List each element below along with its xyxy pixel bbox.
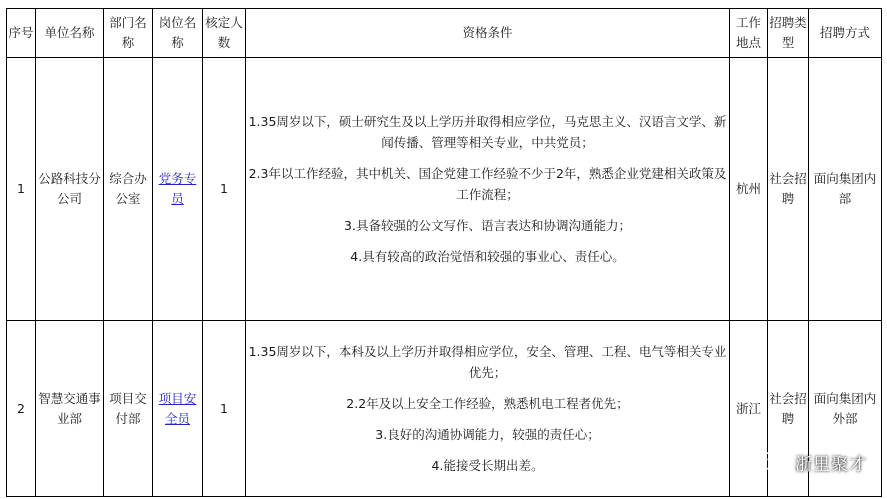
cell-method: 面向集团内外部 [809, 321, 882, 497]
cell-post [153, 58, 203, 321]
table-row [7, 321, 882, 497]
header-count: 核定人数 [203, 9, 246, 58]
cell-unit: 智慧交通事业部 [36, 321, 104, 497]
qualification-item: 2.2年及以上安全工作经验，熟悉机电工程者优先； [346, 396, 629, 411]
header-dept: 部门名称 [104, 9, 153, 58]
qualification-item: 3.良好的沟通协调能力，较强的责任心； [375, 427, 600, 442]
post-link[interactable]: 党务专员 [158, 171, 197, 206]
watermark-text: 浙里聚才 [795, 455, 867, 475]
qualification-item: 1.35周岁以下，硕士研究生及以上学历并取得相应学位，马克思主义、汉语言文学、新闻传播、管理等相关专业，中共党员； [248, 114, 727, 150]
header-method: 招聘方式 [809, 9, 882, 58]
watermark [759, 450, 867, 475]
cell-seq: 2 [7, 321, 36, 497]
cell-quals [246, 321, 730, 497]
header-post: 岗位名称 [153, 9, 203, 58]
qualification-item: 1.35周岁以下，本科及以上学历并取得相应学位，安全、管理、工程、电气等相关专业优先； [248, 344, 727, 380]
cell-type: 社会招聘 [768, 58, 809, 321]
cell-count: 1 [203, 58, 246, 321]
table-row [7, 58, 882, 321]
qualification-item: 4.具有较高的政治觉悟和较强的事业心、责任心。 [350, 249, 625, 264]
wechat-icon [759, 451, 789, 475]
cell-type: 社会招聘 [768, 321, 809, 497]
cell-location: 杭州 [730, 58, 768, 321]
header-seq: 序号 [7, 9, 36, 58]
cell-dept: 综合办公室 [104, 58, 153, 321]
cell-unit: 公路科技分公司 [36, 58, 104, 321]
qualification-item: 3.具备较强的公文写作、语言表达和协调沟通能力； [344, 218, 631, 233]
cell-seq: 1 [7, 58, 36, 321]
cell-method: 面向集团内部 [809, 58, 882, 321]
qualification-item: 2.3年以工作经验，其中机关、国企党建工作经验不少于2年，熟悉企业党建相关政策及工作流程； [248, 166, 727, 202]
cell-post [153, 321, 203, 497]
qualification-item: 4.能接受长期出差。 [431, 458, 544, 473]
header-location: 工作地点 [730, 9, 768, 58]
cell-count: 1 [203, 321, 246, 497]
header-quals: 资格条件 [246, 9, 730, 58]
header-type: 招聘类型 [768, 9, 809, 58]
recruitment-table [6, 8, 882, 497]
cell-quals [246, 58, 730, 321]
cell-dept: 项目交付部 [104, 321, 153, 497]
cell-location: 浙江 [730, 321, 768, 497]
post-link[interactable]: 项目安全员 [158, 390, 197, 426]
header-row [7, 9, 882, 58]
header-unit: 单位名称 [36, 9, 104, 58]
